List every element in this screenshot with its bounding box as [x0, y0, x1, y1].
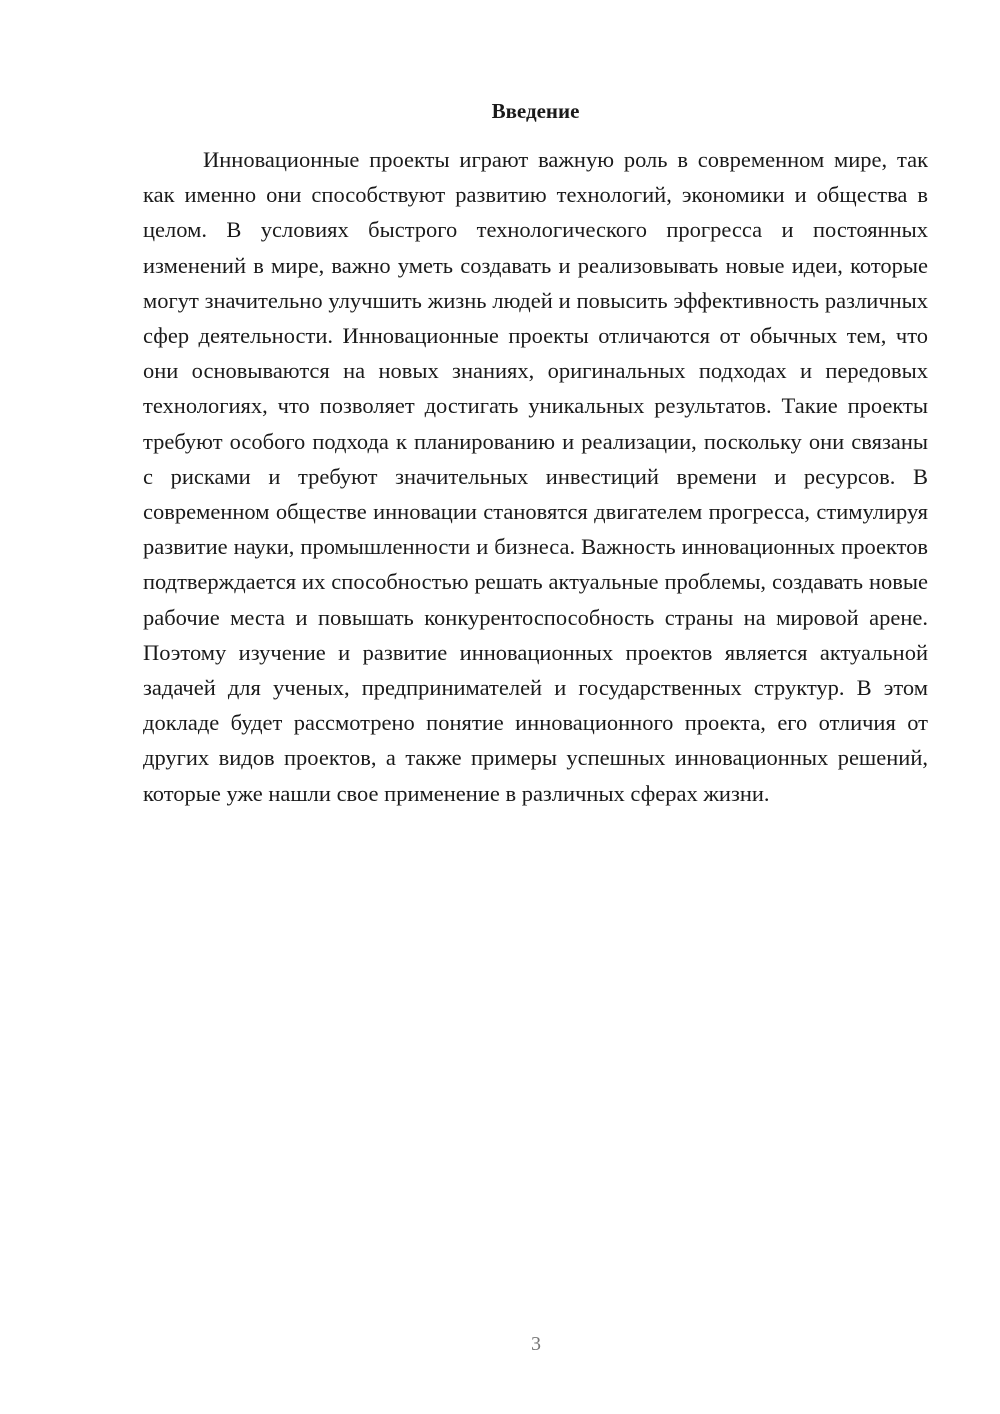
page-number: 3: [531, 1333, 541, 1355]
body-paragraph: Инновационные проекты играют важную роль в современном мире, так как именно они способствуют развитию технологий, экономики и общества в целом. В условиях быстрого технологического прогресса и постоянных изменений в мире, важно уметь создавать и реализовывать новые идеи, которые могут значительно улучшить жизнь людей и повысить эффективность различных сфер деятельности. Инновационные проекты отличаются от обычных тем, что они основываются на новых знаниях, оригинальных подходах и передовых технологиях, что позволяет достигать уникальных результатов. Такие проекты требуют особого подхода к планированию и реализации, поскольку они связаны с рисками и требуют значительных инвестиций времени и ресурсов. В современном обществе инновации становятся двигателем прогресса, стимулируя развитие науки, промышленности и бизнеса. Важность инновационных проектов подтверждается их способностью решать актуальные проблемы, создавать новые рабочие места и повышать конкурентоспособность страны на мировой арене. Поэтому изучение и развитие инновационных проектов является актуальной задачей для ученых, предпринимателей и государственных структур. В этом докладе будет рассмотрено понятие инновационного проекта, его отличия от других видов проектов, а также примеры успешных инновационных решений, которые уже нашли свое применение в различных сферах жизни.: [143, 147, 928, 806]
section-heading: Введение: [491, 99, 580, 123]
